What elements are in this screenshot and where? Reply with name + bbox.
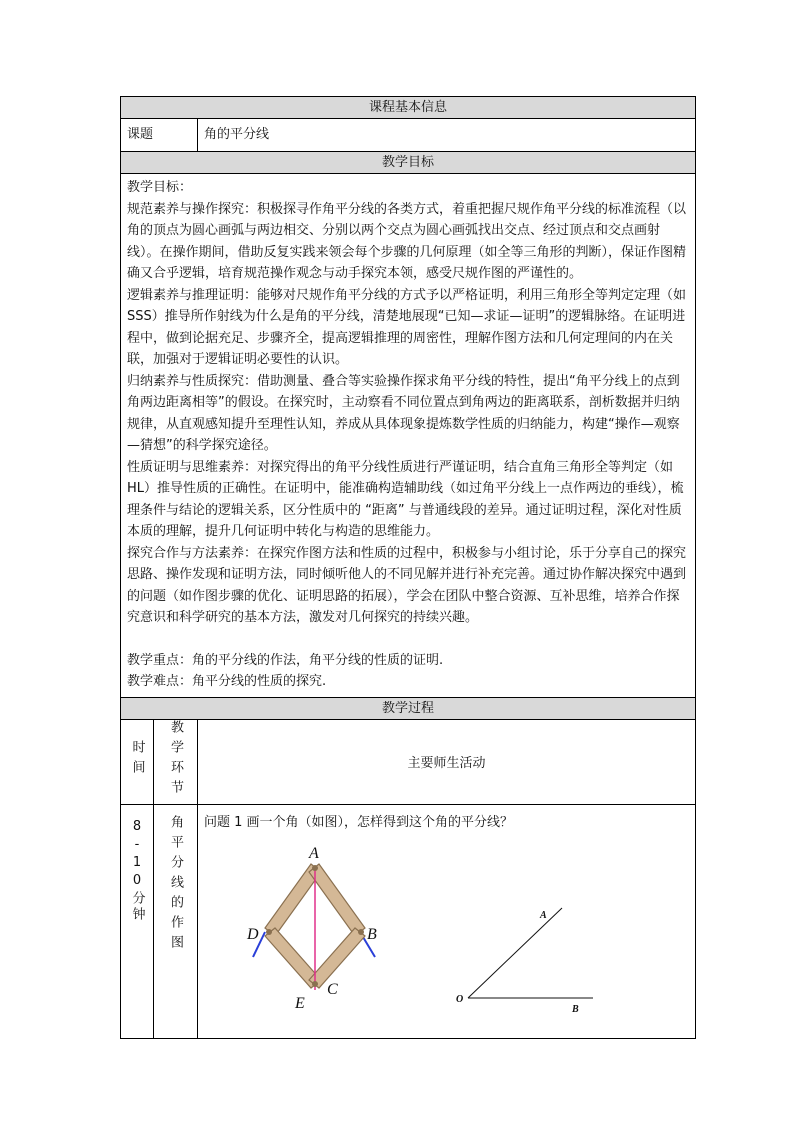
- course-title: 角的平分线: [198, 119, 696, 152]
- goals-heading: 教学目标：: [127, 180, 193, 195]
- goal-paragraph: 归纳素养与性质探究：借助测量、叠合等实验操作探求角平分线的特性，提出“角平分线上的点到角两边距离相等”的假设。在探究时，主动察看不同位置点到角两边的距离联系，剖析数据并归纳规律，从直观感知提升至理性认知，养成从具体现象提炼数学性质的归纳能力，构建“操作—观察—猜想”的科学探究途径。: [127, 373, 680, 453]
- rhombus-tool-figure: [245, 842, 390, 1012]
- section-basic-info-header: 课程基本信息: [121, 97, 696, 119]
- label-c: C: [327, 981, 338, 998]
- question-1: 问题 1 画一个角（如图），怎样得到这个角的平分线？: [204, 814, 514, 830]
- label-e: E: [295, 995, 305, 1012]
- goals-cell: [121, 174, 696, 698]
- goal-paragraph: 性质证明与思维素养：对探究得出的角平分线性质进行严谨证明，结合直角三角形全等判定（如 HL）推导性质的正确性。在证明中，能准确构造辅助线（如过角平分线上一点作两边的垂线），梳理条件与结论的逻辑关系，区分性质中的 “距离” 与普通线段的差异。通过证明过程，深化对性质本质的理解，提升几何证明中转化与构造的思维能力。: [127, 459, 684, 539]
- row1-stage-text: 角平分线的作图: [168, 814, 183, 955]
- label-b: B: [367, 926, 377, 943]
- angle-aob-figure: [450, 900, 600, 1020]
- lesson-table: [120, 96, 696, 1039]
- row1-stage: [154, 804, 198, 1038]
- row1-time-text: 8-10分钟: [129, 818, 145, 923]
- pivot-d: [266, 929, 272, 935]
- pivot-c: [312, 981, 318, 987]
- label-angle-a: A: [540, 910, 547, 921]
- label-a: A: [309, 845, 319, 862]
- main-activity-header: 主要师生活动: [198, 719, 696, 804]
- stage-header-text: 教学环节: [168, 719, 183, 800]
- goal-paragraph: 逻辑素养与推理证明：能够对尺规作角平分线的方式予以严格证明，利用三角形全等判定定理（如 SSS）推导所作射线为什么是角的平分线，清楚地展现“已知—求证—证明”的逻辑脉络。在证明进程中，做到论据充足、步骤齐全，提高逻辑推理的周密性，理解作图方法和几何定理间的内在关联，加强对于逻辑证明必要性的认识。: [127, 287, 687, 367]
- pivot-a: [312, 865, 318, 871]
- section-goals-header: 教学目标: [121, 152, 696, 174]
- label-o: O: [456, 994, 464, 1005]
- pivot-b: [358, 929, 364, 935]
- course-label: 课题: [121, 119, 198, 152]
- time-header-text: 时间: [129, 739, 145, 780]
- label-d: D: [247, 926, 259, 943]
- stage-column-header: [154, 719, 198, 804]
- key-point: 教学重点：角的平分线的作法，角平分线的性质的证明.: [127, 652, 444, 668]
- label-angle-b: B: [572, 1004, 579, 1015]
- section-process-header: 教学过程: [121, 697, 696, 719]
- goal-paragraph: 规范素养与操作探究：积极探寻作角平分线的各类方式，着重把握尺规作角平分线的标准流程（以角的顶点为圆心画弧与两边相交、分别以两个交点为圆心画弧找出交点、经过顶点和交点画射线）。在操作期间，借助反复实践来领会每个步骤的几何原理（如全等三角形的判断），保证作图精确又合乎逻辑，培育规范操作观念与动手探究本领，感受尺规作图的严谨性的。: [127, 201, 687, 281]
- ray-oa: [468, 908, 562, 998]
- difficulty-point: 教学难点：角平分线的性质的探究.: [127, 674, 327, 689]
- time-column-header: [121, 719, 154, 804]
- stick-bc: [309, 928, 365, 988]
- blank-line: [127, 629, 691, 650]
- lesson-plan-document: [120, 96, 695, 1039]
- stick-ab: [309, 864, 365, 936]
- goal-paragraph: 探究合作与方法素养：在探究作图方法和性质的过程中，积极参与小组讨论，乐于分享自己的探究思路、操作发现和证明方法，同时倾听他人的不同见解并进行补充完善。通过协作解决探究中遇到的问题（如作图步骤的优化、证明思路的拓展），学会在团队中整合资源、互补思维，培养合作探究意识和科学研究的基本方法，激发对几何探究的持续兴趣。: [127, 545, 687, 625]
- row1-time: [121, 804, 154, 1038]
